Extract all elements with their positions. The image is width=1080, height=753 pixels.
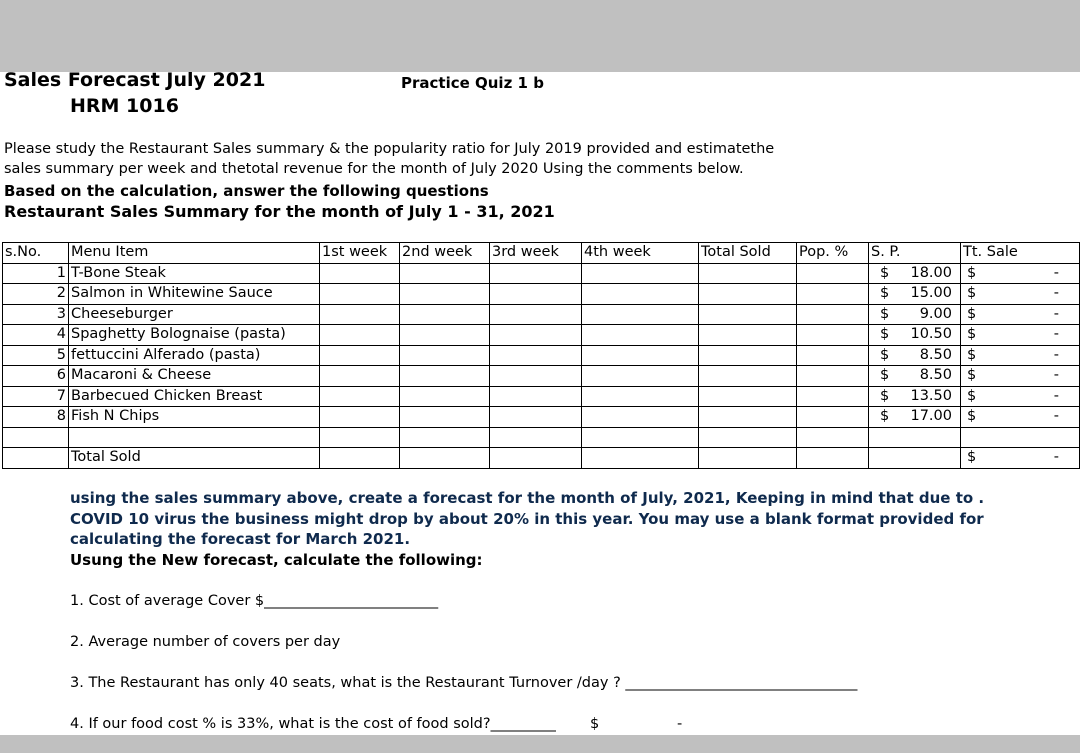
row-number: 3 <box>3 304 69 325</box>
menu-item: Spaghetty Bolognaise (pasta) <box>69 325 320 346</box>
currency-symbol: $ <box>880 264 890 281</box>
currency-symbol: $ <box>967 408 977 425</box>
question-2: 2. Average number of covers per day <box>70 634 341 650</box>
empty-cell <box>699 427 797 448</box>
selling-price <box>869 284 961 305</box>
total-sale <box>961 304 1080 325</box>
total-sale-value: - <box>1053 285 1059 302</box>
row-number: 2 <box>3 284 69 305</box>
empty-cell <box>699 386 797 407</box>
currency-symbol: $ <box>880 346 890 363</box>
currency-symbol: $ <box>880 285 890 302</box>
row-number: 8 <box>3 407 69 428</box>
empty-cell <box>582 263 699 284</box>
header-cell: Menu Item <box>69 243 320 264</box>
currency-symbol: $ <box>880 408 890 425</box>
empty-cell <box>797 448 869 469</box>
empty-cell <box>797 386 869 407</box>
empty-cell <box>320 448 400 469</box>
header-cell: Pop. % <box>797 243 869 264</box>
menu-item: T-Bone Steak <box>69 263 320 284</box>
total-sale <box>961 284 1080 305</box>
row-number: 1 <box>3 263 69 284</box>
grand-total-value: - <box>1053 449 1059 466</box>
table-row <box>3 263 1080 284</box>
selling-price <box>869 345 961 366</box>
empty-cell <box>797 263 869 284</box>
empty-cell <box>699 345 797 366</box>
table-row <box>3 345 1080 366</box>
currency-symbol: $ <box>880 326 890 343</box>
currency-symbol: $ <box>967 264 977 281</box>
header-cell: 1st week <box>320 243 400 264</box>
empty-cell <box>582 366 699 387</box>
table-row <box>3 386 1080 407</box>
empty-cell <box>699 263 797 284</box>
header-cell: s.No. <box>3 243 69 264</box>
empty-cell <box>699 448 797 469</box>
empty-cell <box>961 427 1080 448</box>
header-cell: 2nd week <box>400 243 490 264</box>
currency-symbol: $ <box>880 367 890 384</box>
currency-symbol: $ <box>967 449 977 466</box>
menu-item: Cheeseburger <box>69 304 320 325</box>
total-sale-value: - <box>1053 305 1059 322</box>
quiz-label: Practice Quiz 1 b <box>401 74 544 92</box>
empty-cell <box>400 263 490 284</box>
total-sale <box>961 366 1080 387</box>
empty-cell <box>869 448 961 469</box>
empty-cell <box>490 345 582 366</box>
selling-price <box>869 366 961 387</box>
grand-total <box>961 448 1080 469</box>
empty-cell <box>320 304 400 325</box>
header-cell: 4th week <box>582 243 699 264</box>
empty-cell <box>490 325 582 346</box>
selling-price-value: 8.50 <box>919 346 952 363</box>
row-number: 7 <box>3 386 69 407</box>
instruction-line-1: Please study the Restaurant Sales summary & the popularity ratio for July 2019 provided and estimatethe <box>4 141 775 157</box>
empty-cell <box>490 448 582 469</box>
empty-cell <box>400 284 490 305</box>
summary-title: Restaurant Sales Summary for the month of July 1 - 31, 2021 <box>4 202 555 221</box>
currency-symbol: $ <box>880 387 890 404</box>
total-sale-value: - <box>1053 408 1059 425</box>
menu-item: Fish N Chips <box>69 407 320 428</box>
selling-price-value: 9.00 <box>919 305 952 322</box>
header-cell: Total Sold <box>699 243 797 264</box>
selling-price-value: 8.50 <box>919 367 952 384</box>
empty-cell <box>490 304 582 325</box>
empty-cell <box>582 325 699 346</box>
table-row <box>3 366 1080 387</box>
empty-cell <box>490 427 582 448</box>
page-title: Sales Forecast July 2021 <box>4 69 266 91</box>
total-sale <box>961 407 1080 428</box>
total-sale-value: - <box>1053 326 1059 343</box>
instruction-line-2: sales summary per week and thetotal revenue for the month of July 2020 Using the comments below. <box>4 161 744 177</box>
currency-symbol: $ <box>967 285 977 302</box>
selling-price-value: 18.00 <box>910 264 952 281</box>
empty-cell <box>320 284 400 305</box>
selling-price-value: 15.00 <box>910 285 952 302</box>
selling-price <box>869 325 961 346</box>
header-cell: S. P. <box>869 243 961 264</box>
blank-row <box>3 427 1080 448</box>
question-3: 3. The Restaurant has only 40 seats, what is the Restaurant Turnover /day ? ________________________________ <box>70 675 858 691</box>
empty-cell <box>797 407 869 428</box>
empty-cell <box>797 284 869 305</box>
bottom-gray-band <box>0 735 1080 753</box>
table-row <box>3 325 1080 346</box>
menu-item: Salmon in Whitewine Sauce <box>69 284 320 305</box>
currency-symbol: $ <box>967 387 977 404</box>
question-4-value: - <box>677 716 683 732</box>
empty-cell <box>490 386 582 407</box>
empty-cell <box>3 427 69 448</box>
empty-cell <box>582 386 699 407</box>
empty-cell <box>400 448 490 469</box>
empty-cell <box>582 284 699 305</box>
question-4-currency: $ <box>590 716 600 732</box>
total-label: Total Sold <box>69 448 320 469</box>
empty-cell <box>582 304 699 325</box>
row-number: 5 <box>3 345 69 366</box>
row-number: 6 <box>3 366 69 387</box>
empty-cell <box>320 386 400 407</box>
menu-item: fettuccini Alferado (pasta) <box>69 345 320 366</box>
total-sale <box>961 325 1080 346</box>
empty-cell <box>797 304 869 325</box>
empty-cell <box>797 366 869 387</box>
total-sale-value: - <box>1053 387 1059 404</box>
total-sale-value: - <box>1053 264 1059 281</box>
selling-price-value: 10.50 <box>910 326 952 343</box>
table-row <box>3 407 1080 428</box>
selling-price-value: 17.00 <box>910 408 952 425</box>
empty-cell <box>699 284 797 305</box>
empty-cell <box>699 366 797 387</box>
empty-cell <box>490 366 582 387</box>
row-number: 4 <box>3 325 69 346</box>
empty-cell <box>582 407 699 428</box>
empty-cell <box>582 345 699 366</box>
sales-summary-table <box>2 242 1080 469</box>
empty-cell <box>490 263 582 284</box>
currency-symbol: $ <box>967 305 977 322</box>
empty-cell <box>582 427 699 448</box>
course-code: HRM 1016 <box>70 95 179 117</box>
empty-cell <box>69 427 320 448</box>
selling-price <box>869 386 961 407</box>
empty-cell <box>490 407 582 428</box>
sales-table-body <box>3 243 1080 469</box>
forecast-line-3: calculating the forecast for March 2021. <box>70 530 411 548</box>
instruction-line-3: Based on the calculation, answer the following questions <box>4 182 489 200</box>
header-row <box>3 243 1080 264</box>
empty-cell <box>320 325 400 346</box>
empty-cell <box>320 263 400 284</box>
empty-cell <box>400 304 490 325</box>
empty-cell <box>320 345 400 366</box>
forecast-line-4: Usung the New forecast, calculate the following: <box>70 551 483 569</box>
total-sale <box>961 386 1080 407</box>
question-4: 4. If our food cost % is 33%, what is the cost of food sold?_________ <box>70 716 556 732</box>
total-sale <box>961 263 1080 284</box>
empty-cell <box>400 407 490 428</box>
selling-price <box>869 304 961 325</box>
empty-cell <box>400 366 490 387</box>
total-sale-value: - <box>1053 346 1059 363</box>
currency-symbol: $ <box>967 326 977 343</box>
currency-symbol: $ <box>880 305 890 322</box>
empty-cell <box>699 407 797 428</box>
question-1: 1. Cost of average Cover $________________________ <box>70 593 439 609</box>
selling-price <box>869 263 961 284</box>
table-row <box>3 304 1080 325</box>
menu-item: Macaroni & Cheese <box>69 366 320 387</box>
empty-cell <box>400 427 490 448</box>
empty-cell <box>400 325 490 346</box>
empty-cell <box>869 427 961 448</box>
empty-cell <box>797 345 869 366</box>
currency-symbol: $ <box>967 346 977 363</box>
empty-cell <box>490 284 582 305</box>
forecast-line-1: using the sales summary above, create a forecast for the month of July, 2021, Keeping in mind that due to . <box>70 489 985 507</box>
empty-cell <box>797 427 869 448</box>
empty-cell <box>797 325 869 346</box>
selling-price <box>869 407 961 428</box>
table-row <box>3 284 1080 305</box>
menu-item: Barbecued Chicken Breast <box>69 386 320 407</box>
header-cell: 3rd week <box>490 243 582 264</box>
top-gray-band <box>0 0 1080 72</box>
empty-cell <box>320 427 400 448</box>
empty-cell <box>582 448 699 469</box>
empty-cell <box>400 345 490 366</box>
total-sale <box>961 345 1080 366</box>
empty-cell <box>699 304 797 325</box>
selling-price-value: 13.50 <box>910 387 952 404</box>
currency-symbol: $ <box>967 367 977 384</box>
empty-cell <box>320 366 400 387</box>
empty-cell <box>400 386 490 407</box>
total-sale-value: - <box>1053 367 1059 384</box>
header-cell: Tt. Sale <box>961 243 1080 264</box>
empty-cell <box>3 448 69 469</box>
empty-cell <box>320 407 400 428</box>
forecast-line-2: COVID 10 virus the business might drop by about 20% in this year. You may use a blank format provided for <box>70 510 984 528</box>
empty-cell <box>699 325 797 346</box>
total-row <box>3 448 1080 469</box>
